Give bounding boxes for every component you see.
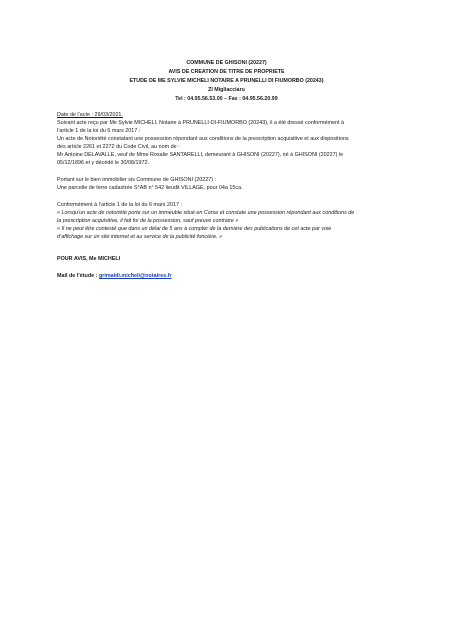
date-acte: Date de l’acte : 29/03/2021. [57, 112, 123, 118]
header-tel: Tel : 04.95.56.53.00 – Fax : 04.95.56.20.99 [175, 96, 278, 102]
paragraph-2-line-1: Portant sur le bien immobilier sis Commune de GHISONI (20227) : [57, 177, 217, 183]
header-avis: AVIS DE CREATION DE TITRE DE PROPRIETE [168, 69, 285, 75]
paragraph-1-line-1: Suivant acte reçu par Me Sylvie MICHELI, Notaire à PRUNELLI-DI-FIUMORBO (20243), il a été dressé conformément à [57, 120, 345, 126]
paragraph-3-quote-line-3: « Il ne peut être contesté que dans un délai de 5 ans à compter de la dernière des publications de cet acte par voie [57, 226, 332, 232]
paragraph-3-quote-line-1: « Lorsqu’un acte de notoriété porte sur un immeuble situé en Corse et constate une possession répondant aux conditions de [57, 210, 355, 216]
header-etude: ETUDE DE ME SYLVIE MICHELI NOTAIRE A PRUNELLI DI FIUMORBO (20243) [129, 78, 324, 84]
paragraph-1-line-3: Un acte de Notoriété constatant une possession répondant aux conditions de la prescription acquisitive et aux dispositions [57, 136, 349, 142]
mail-label: Mail de l’étude : [57, 273, 99, 279]
header-commune: COMMUNE DE GHISONI (20227) [186, 60, 267, 66]
paragraph-1-line-2: l’article 1 de la loi du 6 mars 2017 : [57, 128, 141, 134]
mail-link[interactable]: grimaldi.micheli@notaires.fr [98, 273, 172, 279]
paragraph-1-line-4: des article 2261 et 2272 du Code Civil, au nom de : [57, 144, 180, 150]
header-zi: ZI Migliacciaru [208, 87, 245, 93]
paragraph-3-line-1: Conformément à l’article 1 de la loi du 6 mars 2017 : [57, 202, 182, 208]
mail-line [57, 272, 172, 280]
paragraph-2-line-2: Une parcelle de terre cadastrée S°AB n° 542 lieudit VILLAGE, pour 04a 15ca. [57, 185, 243, 191]
paragraph-3-quote-line-4: d’affichage sur un site internet et au service de la publicité foncière. » [57, 234, 223, 240]
paragraph-3-quote-line-2: la prescription acquisitive, il fait foi de la possession, sauf preuve contraire » [57, 218, 239, 224]
paragraph-1-line-5: Mr Antoine DELAVALLE, veuf de Mme Rosalie SANTARELLI, demeurant à GHISONI (20227), né à GHISONI (20227) le [57, 152, 344, 158]
pour-avis: POUR AVIS, Me MICHELI [57, 256, 121, 262]
paragraph-1-line-6: 05/12/1896 et y décédé le 30/08/1972. [57, 160, 150, 166]
